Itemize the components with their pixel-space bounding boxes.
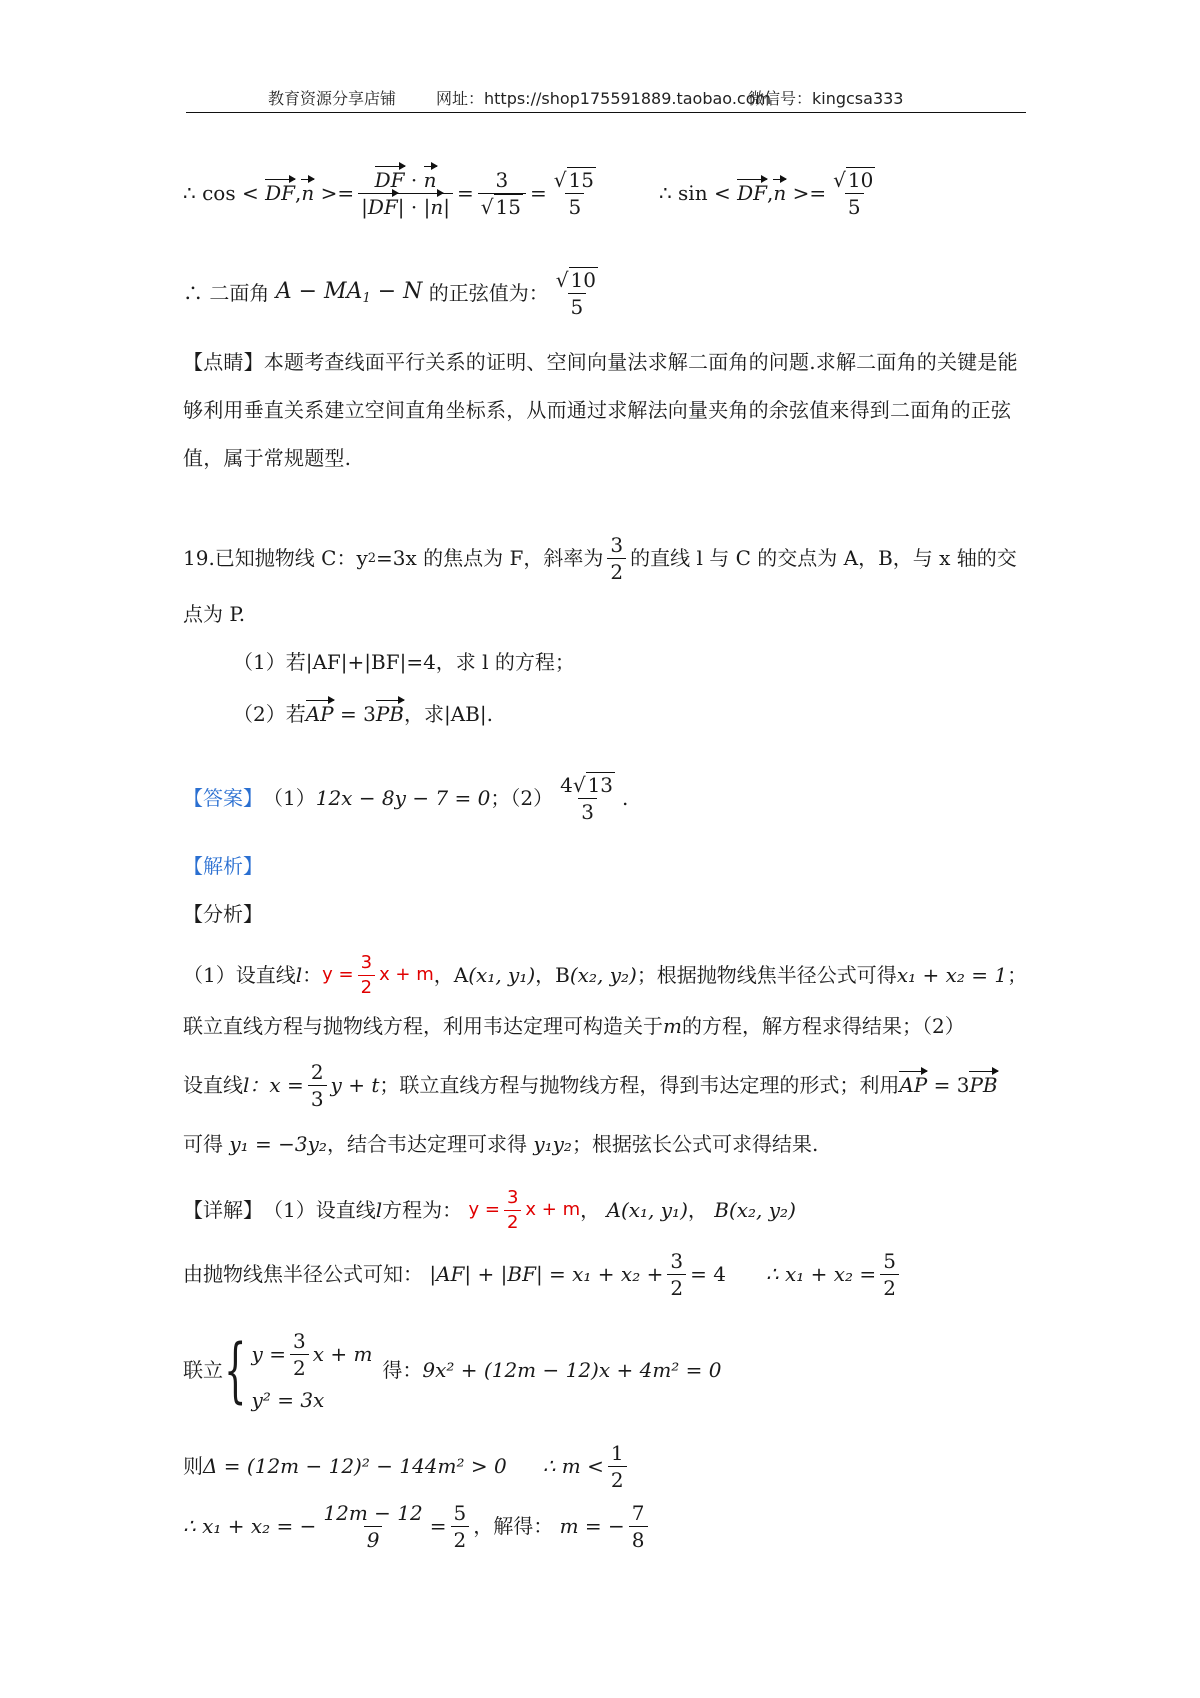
sin-value: $\frac{√ 10}{5}$ (833, 167, 874, 219)
detail-line1: 【详解】 （1）设直线 l 方程为： y = $\frac{3}{2}$ x + m ， A(x₁, y₁) ， B(x₂, y₂) (183, 1186, 796, 1233)
vector-n: n (301, 181, 315, 205)
analysis-line2: 联立直线方程与抛物线方程，利用韦达定理可构造关于m的方程，解方程求得结果；（2） (183, 1014, 965, 1038)
vector-df: DF (265, 181, 295, 205)
detail-solve-m: ∴ x₁ + x₂ = − $\frac{12m - 12}{9}$ = $\frac{5}{2}$ ，解得： m = − $\frac{7}{8}$ (183, 1496, 652, 1556)
header-url: 网址：https://shop175591889.taobao.com (436, 89, 772, 108)
slope-fraction: $\frac{3}{2}$ (607, 535, 626, 582)
analysis-tag: 【解析】 (183, 854, 263, 878)
question-19-line2: 点为 P. (183, 602, 246, 626)
analysis-line4: 可得 y₁ = −3y₂，结合韦达定理可求得 y₁y₂；根据弦长公式可求得结果. (183, 1132, 819, 1156)
dihedral-line: ∴ 二面角 $A - MA_1 - N$ 的正弦值为： $\frac{√ 10}{5}$ (183, 262, 605, 324)
header-shop: 教育资源分享店铺 (268, 89, 397, 108)
page-header (186, 86, 1026, 112)
comment-paragraph (183, 338, 1031, 482)
question-19-part2: （2）若AP = 3PB，求|AB|. (233, 702, 493, 726)
left-brace: { (224, 1329, 247, 1411)
answer-2: $\frac{4√ 13}{3}$ (560, 772, 614, 824)
analysis-heading: 【分析】 (183, 902, 263, 926)
answer-tag: 【答案】 (183, 786, 263, 810)
analysis-line1: （1）设直线 l ： y = $\frac{3}{2}$ x + m ，A (x₁, y₁) ，B (x₂, y₂) ；根据抛物线焦半径公式可得 x₁ + x₂ = 1 ； (183, 951, 1028, 998)
detail-tag: 【详解】 (183, 1198, 263, 1222)
detail-line2: 由抛物线焦半径公式可知： |AF| + |BF| = x₁ + x₂ + $\frac{3}{2}$ = 4 ∴ x₁ + x₂ = $\frac{5}{2}$ (183, 1244, 903, 1304)
question-19-part1: （1）若|AF|+|BF|=4，求 l 的方程； (233, 650, 575, 674)
header-rule (186, 112, 1026, 113)
header-wechat: 微信号：kingcsa333 (748, 89, 904, 108)
analysis-line3: 设直线 l ：x = $\frac{2}{3}$ y + t ；联立直线方程与抛物线方程，得到韦达定理的形式；利用 AP = 3 PB (183, 1059, 998, 1111)
dihedral-value: $\frac{√ 10}{5}$ (555, 267, 596, 319)
line-equation: y = $\frac{3}{2}$ x + m (322, 951, 434, 998)
comment-text: 本题考查线面平行关系的证明、空间向量法求解二面角的问题.求解二面角的关键是能够利用垂直关系建立空间直角坐标系，从而通过求解法向量夹角的余弦值来得到二面角的正弦值，属于常规题型. (183, 350, 1018, 470)
cos-sin-line: ∴ cos < DF , n >= $\frac{DF \cdot n}{|DF| \cdot |n|}$ = $\frac{3}{√ 15}$ = $\frac{√ 15}{5}$ ∴ sin < DF , n >= $\frac{√ 10}{5}$ (183, 158, 882, 228)
detail-system: 联立 { y = $\frac{3}{2}$ x + m y² = 3x 得： 9x² + (12m − 12)x + 4m² = 0 (183, 1328, 722, 1412)
cos-fraction: $\frac{DF \cdot n}{|DF| \cdot |n|}$ (358, 170, 453, 217)
detail-discriminant: 则 Δ = (12m − 12)² − 144m² > 0 ∴ m < $\frac{1}{2}$ (183, 1436, 631, 1496)
answer-1: 12x − 8y − 7 = 0 (315, 786, 491, 810)
comment-tag: 【点睛】 (183, 350, 264, 374)
answer-line: 【答案】 （1） 12x − 8y − 7 = 0 ；（2） $\frac{4√ 13}{3}$ . (183, 772, 629, 824)
question-19-line1: 19.已知抛物线 C：y 2 =3x 的焦点为 F，斜率为 $\frac{3}{2}$ 的直线 l 与 C 的交点为 A，B，与 x 轴的交 (183, 532, 1017, 584)
